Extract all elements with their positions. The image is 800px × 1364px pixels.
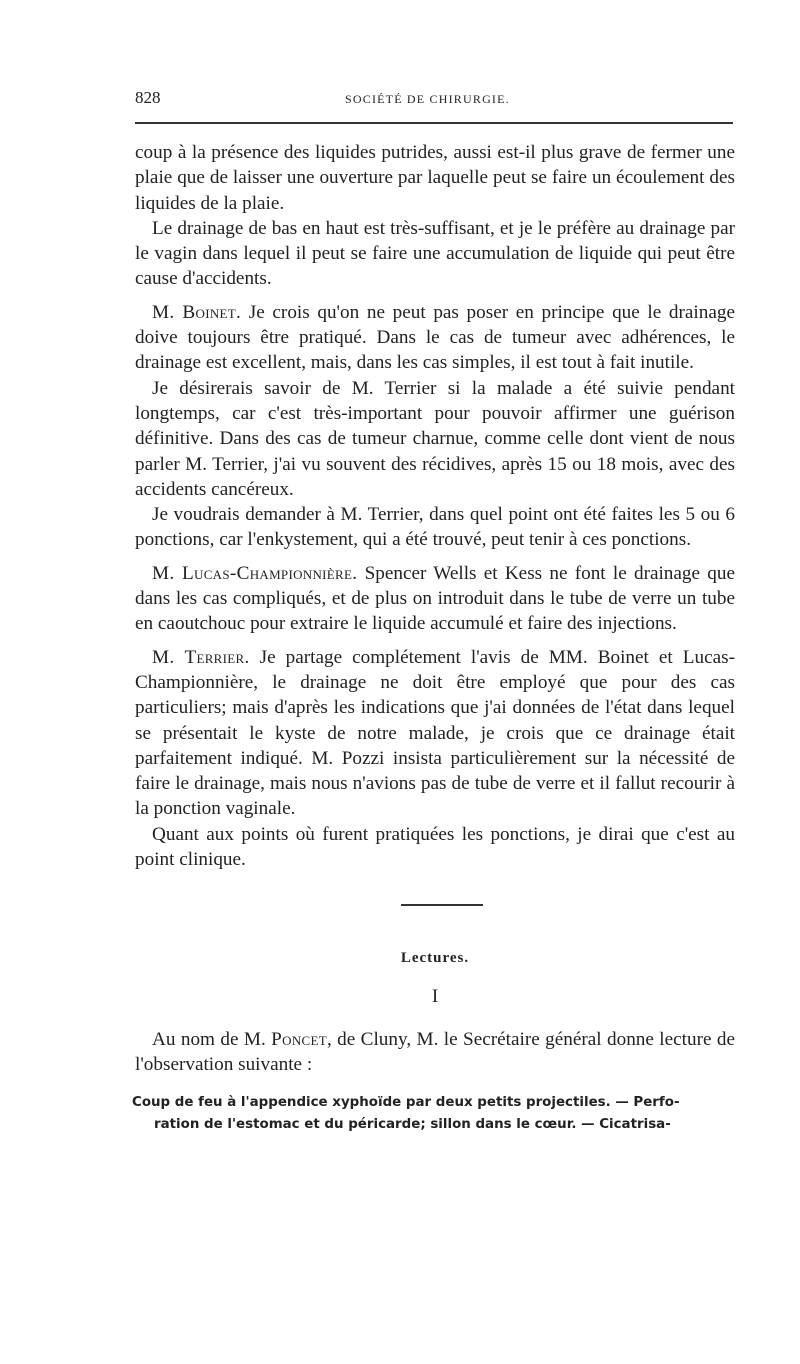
document-page [132,82,736,1136]
intro-text-b: , de Cluny, M. le Secrétaire général donne lecture de l'observation suivante : [135,1028,736,1076]
body-text [132,140,736,1136]
intro-name: Poncet [271,1028,327,1050]
paragraph-lucas [135,561,735,637]
page-header [135,82,735,108]
case-title-line-1: Coup de feu à l'appendice xyphoïde par deux petits projectiles. — Perfo- [132,1094,680,1110]
speaker-lucas: M. Lucas-Championnière. [152,562,358,584]
paragraph-terrier [135,645,735,822]
speaker-terrier: M. Terrier. [152,646,250,668]
paragraph-terrier-text: Je partage complétement l'avis de MM. Boinet et Lucas-Championnière, le drainage ne doit être employé que pour des cas particuliers; mais d'après les indications que j'ai données de l'état dans lequel se présentait le kyste de notre malade, je crois que ce drainage était parfaitement indiqué. M. Pozzi insista particulièrement sur la nécessité de faire le drainage, mais nous n'avions pas de tube de verre et il fallut recourir à la ponction vaginale. [135,646,735,820]
intro-text-a: Au nom de M. [152,1028,272,1050]
paragraph-question-terrier: Je désirerais savoir de M. Terrier si la malade a été suivie pendant longtemps, car c'est très-important pour pouvoir affirmer une guérison définitive. Dans des cas de tumeur charnue, comme celle dont vient de nous parler M. Terrier, j'ai vu souvent des récidives, après 15 ou 18 mois, avec des accidents cancéreux. [135,377,735,500]
page-number: 828 [135,88,161,107]
paragraph-boinet-text: Je crois qu'on ne peut pas poser en principe que le drainage doive toujours être pratiqué. Dans le cas de tumeur avec adhérences, le drainage est excellent, mais, dans les cas simples, il est tout à fait inutile. [135,301,735,374]
paragraph-points: Quant aux points où furent pratiquées les ponctions, je dirai que c'est au point clinique. [135,823,735,871]
section-title: Lectures. [400,950,470,967]
speaker-boinet: M. Boinet. [152,301,242,323]
header-rule [135,122,733,124]
section-separator [401,904,483,906]
paragraph-boinet [135,300,735,376]
paragraph-drainage: Le drainage de bas en haut est très-suffisant, et je le préfère au drainage par le vagin dans lequel il peut se faire une accumulation de liquide qui peut être cause d'accidents. [135,217,735,290]
paragraph-ponctions: Je voudrais demander à M. Terrier, dans quel point ont été faites les 5 ou 6 ponctions, car l'enkystement, qui a été trouvé, peut tenir à ces ponctions. [135,504,735,551]
section-number: I [431,985,439,1007]
case-title-line-2: ration de l'estomac et du péricarde; sillon dans le cœur. — Cicatrisa- [154,1116,671,1132]
paragraph-intro [135,1027,735,1078]
running-title: SOCIÉTÉ DE CHIRURGIE. [345,92,510,106]
paragraph-lucas-text: Spencer Wells et Kess ne font le drainage que dans les cas compliqués, et de plus on introduit dans le tube de verre un tube en caoutchouc pour extraire le liquide accumulé et faire des injections. [135,562,735,635]
case-title [132,1092,736,1136]
paragraph-continuation: coup à la présence des liquides putrides, aussi est-il plus grave de fermer une plaie que de laisser une ouverture par laquelle peut se faire un écoulement des liquides de la plaie. [135,142,735,214]
